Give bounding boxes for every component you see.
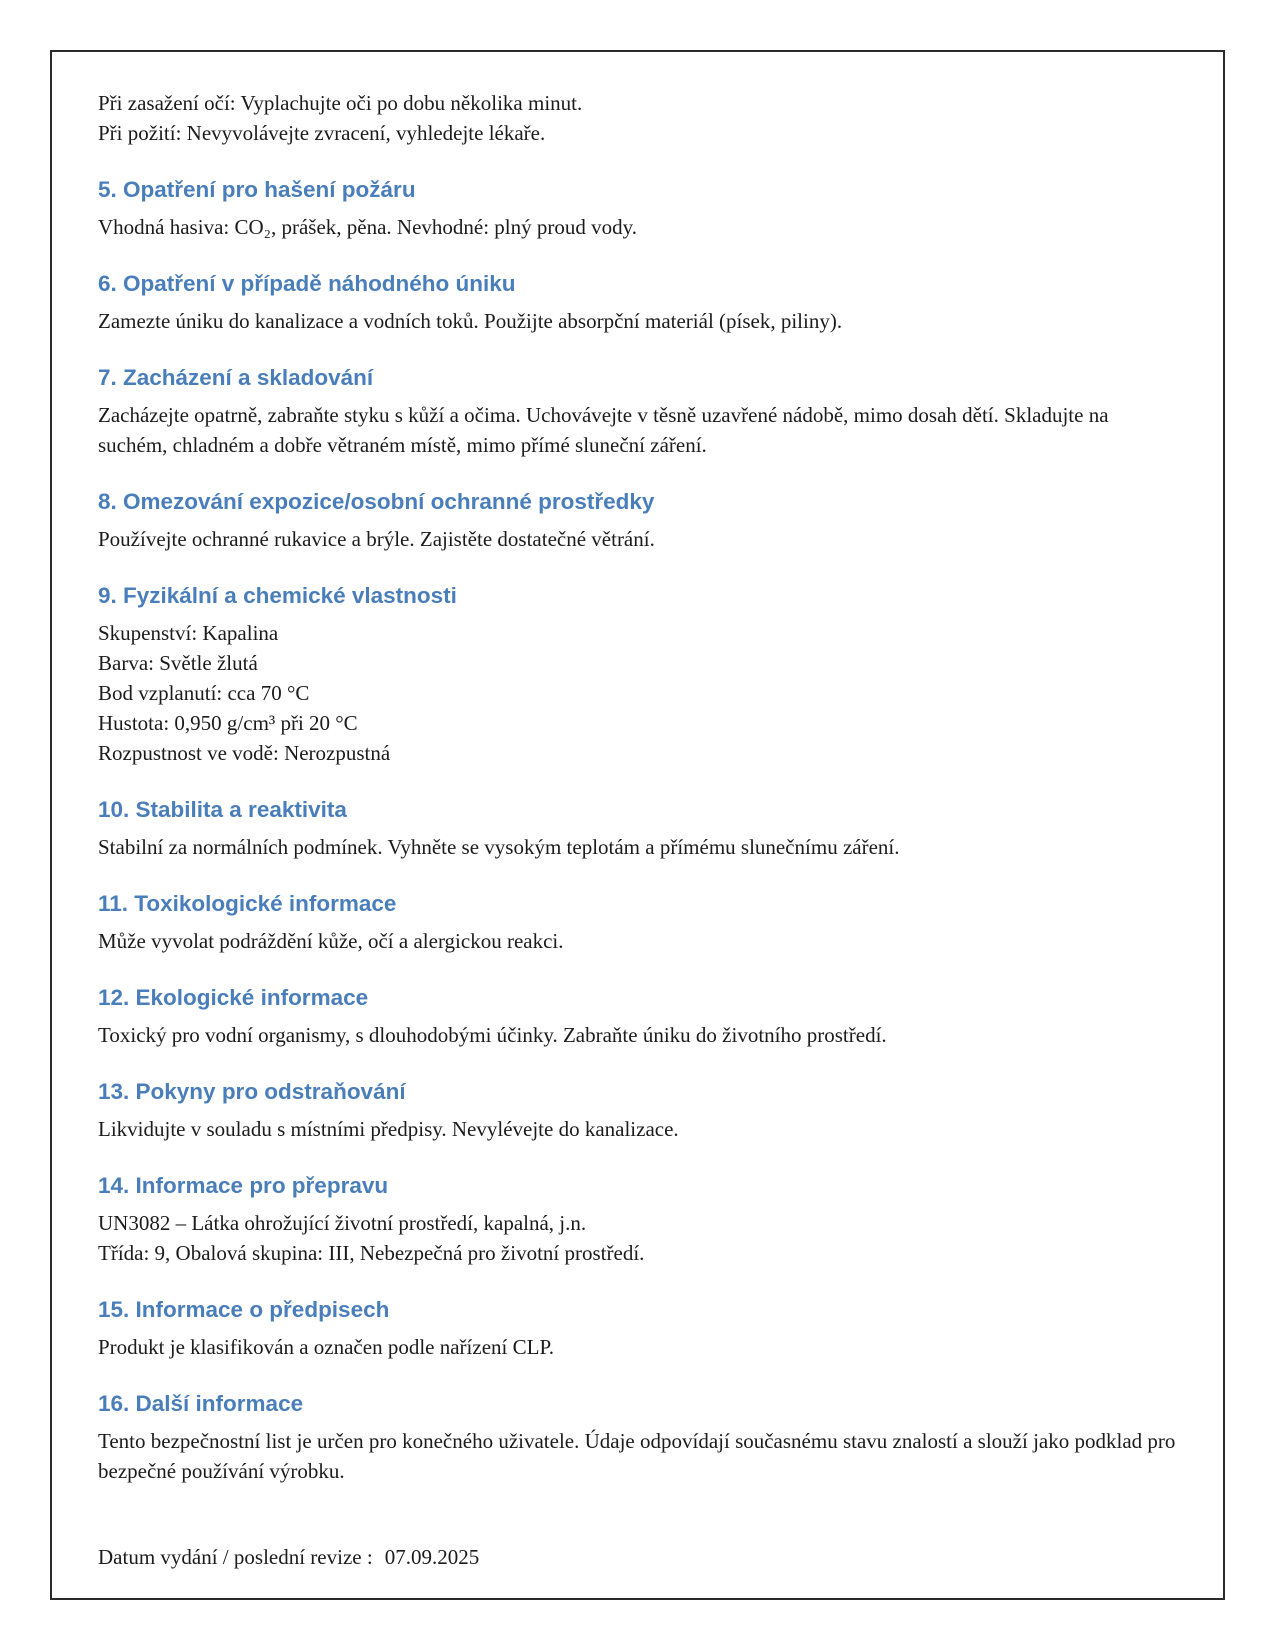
section-11-toxicological <box>98 890 1177 956</box>
section-8-exposure-controls <box>98 488 1177 554</box>
section-13-disposal <box>98 1078 1177 1144</box>
property-line-color: Barva: Světle žlutá <box>98 651 258 675</box>
section-10-stability-reactivity <box>98 796 1177 862</box>
section-heading: 8. Omezování expozice/osobní ochranné prostředky <box>98 489 655 514</box>
body-paragraph: Likvidujte v souladu s místními předpisy. Nevylévejte do kanalizace. <box>98 1117 679 1141</box>
section-heading: 7. Zacházení a skladování <box>98 365 374 390</box>
property-line-flash-point: Bod vzplanutí: cca 70 °C <box>98 681 310 705</box>
section-heading: 5. Opatření pro hašení požáru <box>98 177 416 202</box>
body-paragraph: Může vyvolat podráždění kůže, očí a alergickou reakci. <box>98 929 564 953</box>
section-9-physical-chemical <box>98 582 1177 768</box>
document-page <box>50 50 1225 1600</box>
body-paragraph: Toxický pro vodní organismy, s dlouhodobými účinky. Zabraňte úniku do životního prostředí. <box>98 1023 887 1047</box>
issue-date-label: Datum vydání / poslední revize : <box>98 1545 373 1569</box>
issue-date-value: 07.09.2025 <box>384 1545 480 1569</box>
section-heading: 13. Pokyny pro odstraňování <box>98 1079 406 1104</box>
intro-line-eyes: Při zasažení očí: Vyplachujte oči po dobu několika minut. <box>98 91 583 115</box>
intro-line-ingestion: Při požití: Nevyvolávejte zvracení, vyhledejte lékaře. <box>98 121 546 145</box>
section-heading: 14. Informace pro přepravu <box>98 1173 389 1198</box>
section-heading: 16. Další informace <box>98 1391 304 1416</box>
section-12-ecological <box>98 984 1177 1050</box>
section-heading: 9. Fyzikální a chemické vlastnosti <box>98 583 457 608</box>
section-heading: 10. Stabilita a reaktivita <box>98 797 347 822</box>
body-paragraph: Zamezte úniku do kanalizace a vodních toků. Použijte absorpční materiál (písek, piliny). <box>98 309 843 333</box>
section-15-regulatory <box>98 1296 1177 1362</box>
section-5-fire-fighting <box>98 176 1177 242</box>
body-paragraph: Stabilní za normálních podmínek. Vyhněte se vysokým teplotám a přímému slunečnímu záření. <box>98 835 900 859</box>
body-paragraph: Používejte ochranné rukavice a brýle. Zajistěte dostatečné větrání. <box>98 527 655 551</box>
section-heading: 6. Opatření v případě náhodného úniku <box>98 271 516 296</box>
transport-un-line: UN3082 – Látka ohrožující životní prostředí, kapalná, j.n. <box>98 1211 587 1235</box>
body-paragraph: Vhodná hasiva: CO₂, prášek, pěna. Nevhodné: plný proud vody. <box>98 215 638 239</box>
section-6-accidental-release <box>98 270 1177 336</box>
transport-class-line: Třída: 9, Obalová skupina: III, Nebezpečná pro životní prostředí. <box>98 1241 645 1265</box>
body-paragraph: Tento bezpečnostní list je určen pro konečného uživatele. Údaje odpovídají současnému stavu znalostí a slouží jako podklad pro bezpečné používání výrobku. <box>98 1429 1176 1483</box>
property-line-density: Hustota: 0,950 g/cm³ při 20 °C <box>98 711 358 735</box>
section-16-other-information <box>98 1390 1177 1486</box>
section-14-transport <box>98 1172 1177 1268</box>
section-7-handling-storage <box>98 364 1177 460</box>
property-line-state: Skupenství: Kapalina <box>98 621 279 645</box>
issue-date-line <box>98 1542 1177 1572</box>
section-heading: 11. Toxikologické informace <box>98 891 397 916</box>
section-heading: 15. Informace o předpisech <box>98 1297 390 1322</box>
body-paragraph: Produkt je klasifikován a označen podle nařízení CLP. <box>98 1335 555 1359</box>
property-line-solubility: Rozpustnost ve vodě: Nerozpustná <box>98 741 391 765</box>
body-paragraph: Zacházejte opatrně, zabraňte styku s kůží a očima. Uchovávejte v těsně uzavřené nádobě, mimo dosah dětí. Skladujte na suchém, chladném a dobře větraném místě, mimo přímé sluneční záření. <box>98 403 1109 457</box>
section-heading: 12. Ekologické informace <box>98 985 369 1010</box>
